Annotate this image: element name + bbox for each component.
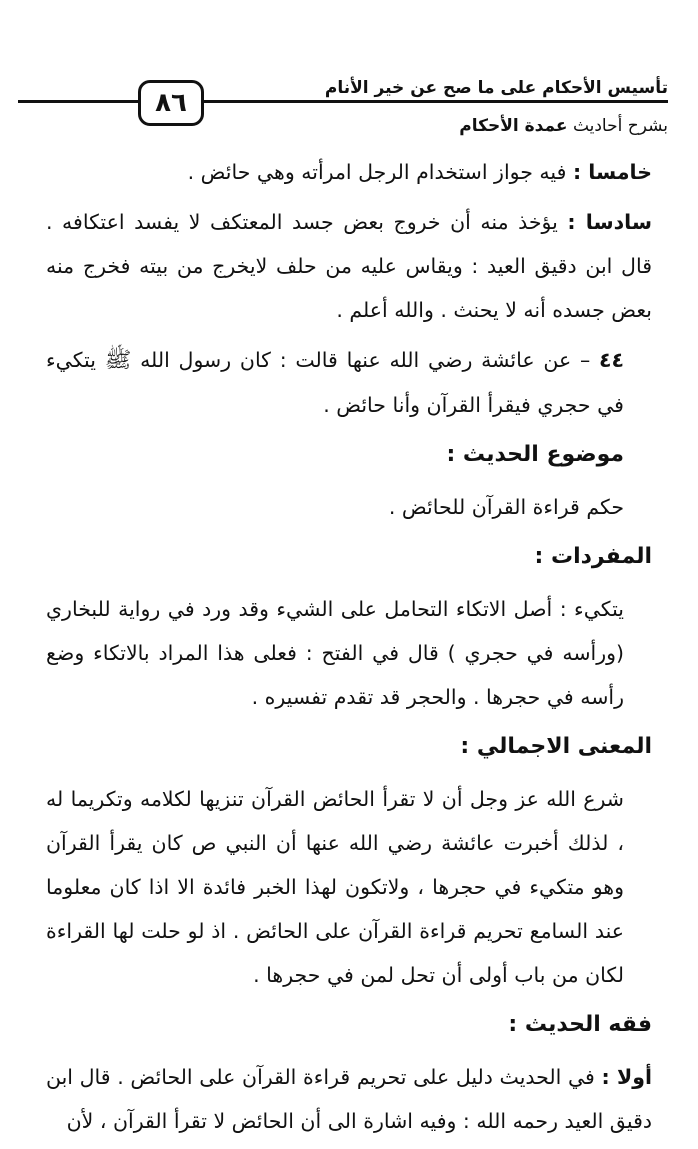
salawat-glyph: ﷺ (104, 348, 132, 373)
header-rule (18, 100, 668, 103)
hadith-text-b: يتكيء في حجري فيقرأ القرآن وأنا حائض . (46, 348, 624, 417)
vocab-text: يتكيء : أصل الاتكاء التحامل على الشيء وقد ورد في رواية للبخاري (ورأسه في حجري ) قال في الفتح : فعلى هذا المراد بالاتكاء وضع رأسه في حجرها . والحجر قد تقدم تفسيره . (46, 597, 624, 709)
point-sixth (46, 200, 652, 332)
page-number: ٨٦ (155, 88, 187, 118)
point-fifth-label: خامسا : (572, 160, 652, 184)
fiqh-heading: فقه الحديث : (508, 1012, 652, 1037)
fiqh-point-first-label: أولا : (601, 1065, 652, 1089)
point-fifth-text: فيه جواز استخدام الرجل امرأته وهي حائض . (187, 160, 573, 184)
hadith-text-a: – عن عائشة رضي الله عنها قالت : كان رسول الله (131, 348, 599, 372)
point-sixth-label: سادسا : (567, 210, 653, 234)
point-fifth (46, 150, 652, 194)
vocab-heading: المفردات : (534, 544, 652, 569)
topic-heading: موضوع الحديث : (446, 442, 624, 467)
subtitle-book-name: عمدة الأحكام (459, 116, 568, 136)
hadith-text (46, 338, 652, 427)
fiqh-point-first (46, 1055, 652, 1143)
general-meaning-text: شرع الله عز وجل أن لا تقرأ الحائض القرآن تنزيها لكلامه وتكريما له ، لذلك أخبرت عائشة رضي الله عنها أن النبي ص كان يقرأ القرآن وهو متكيء في حجرها ، ولاتكون لهذا الخبر فائدة الا اذا كان معلوما عند السامع تحريم قراءة القرآن على الحائض . اذ لو حلت لها القراءة لكان من باب أولى أن تحل لمن في حجرها . (46, 787, 624, 987)
hadith-number: ٤٤ (598, 348, 624, 372)
fiqh-point-first-text: في الحديث دليل على تحريم قراءة القرآن على الحائض . قال ابن دقيق العيد رحمه الله : وفيه اشارة الى أن الحائض لا تقرأ القرآن ، لأن (46, 1065, 652, 1133)
topic-text: حكم قراءة القرآن للحائض . (388, 495, 624, 519)
subtitle-prefix: بشرح أحاديث (572, 116, 668, 136)
running-title: تأسيس الأحكام على ما صح عن خير الأنام (317, 78, 668, 98)
page-number-badge (138, 80, 204, 126)
point-sixth-text: يؤخذ منه أن خروج بعض جسد المعتكف لا يفسد اعتكافه . قال ابن دقيق العيد : ويقاس عليه من حلف لايخرج من بيته فخرج منه بعض جسده أنه لا يحنث . والله أعلم . (46, 210, 652, 322)
general-meaning-heading: المعنى الاجمالي : (460, 734, 652, 759)
page-body (46, 150, 652, 1149)
page-header (18, 70, 668, 142)
running-subtitle (459, 116, 668, 136)
